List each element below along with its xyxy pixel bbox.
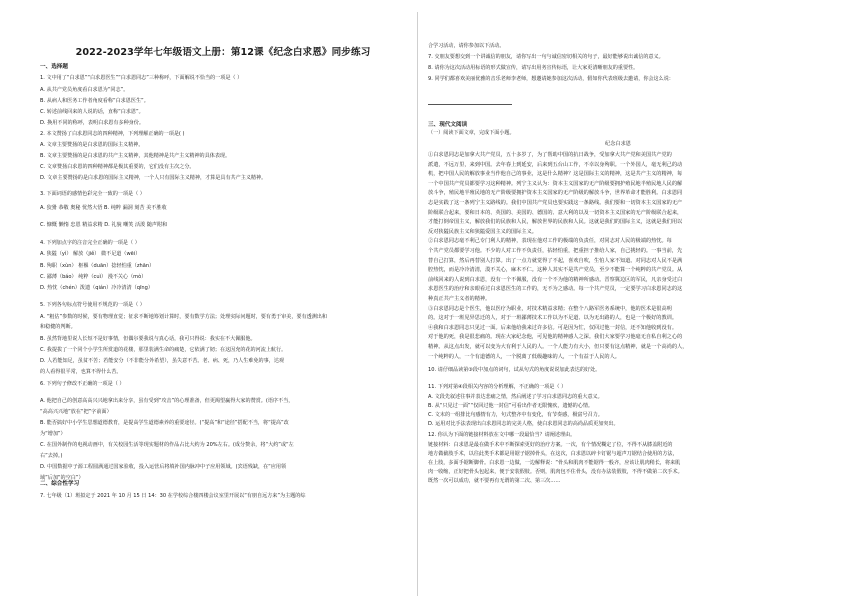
question-line: C. 鄙薄（báo） 纯粹（cuì） 漫不关心（mò）: [40, 274, 147, 280]
reading-question-line: D. 运用对比手法表现出白求恩同志的完美人格，使白求恩同志的高尚品质更加突出。: [428, 421, 619, 428]
passage-line: 派遣，不远万里，来到中国。去年春上到延安，后来到五台山工作，不幸以身殉职。一个外国人，毫无利己的动: [428, 161, 683, 168]
question-line: 右”去掉。): [40, 453, 63, 459]
question-line: 6. 下列句子修改不正确的一项是（ ）: [40, 381, 125, 387]
passage-line: 求恩医生的治疗和亲眼看过白求恩医生的工作的，无不为之感动。每一个共产党员，一定要学习白求恩同志的这: [428, 286, 683, 293]
passage-line: 才能打倒帝国主义，解放我们的民族和人民，解放世界的民族和人民。这就是我们的国际主义，这就是我们用以: [428, 219, 683, 226]
passage-line: ②白求恩同志毫不利己专门利人的精神，表现在他对工作的极端的负责任，对同志对人民的极端的热忱。每: [428, 238, 672, 245]
passage-line: 阶级联合起来，要和日本的、英国的、美国的、德国的、意大利的以及一切资本主义国家的无产阶级联合起来，: [428, 209, 683, 216]
question-line: A. 从共产党员角度看白求恩为“同志”。: [40, 87, 129, 93]
question-line: C. 在国外制作的电视动画中，有关校园生活等现实题材的作品占比大约为 20%左右。(成分赘余，将“大约”或“左: [40, 442, 294, 448]
reading-question-line: C. 文末的一组排比句感情有力，句式整齐中有变化，有节奏感，极富号召力。: [428, 412, 603, 418]
question-line: B. 能否搞好中小学生思想道德教育，是提高学生道德素养的重要途径。(“提高”和“途径”搭配不当，将“提高”改: [40, 420, 289, 426]
activity-line: 合学习活动，请你参加以下活动。: [428, 43, 505, 49]
answer-line: [428, 104, 512, 105]
question-line: C. 慷慨 懒惰 忠恩 精益求精 D. 礼貌 嘲笑 活泼 随声附和: [40, 222, 168, 228]
passage-line: 机，把中国人民的解放事业当作他自己的事业，这是什么精神？这是国际主义的精神，这是共产主义的精神，每: [428, 171, 683, 178]
passage-line: 一个纯粹的人，一个有道德的人，一个脱离了低级趣味的人，一个有益于人民的人。: [428, 353, 620, 360]
question-line: D. 中国数据中子源工程圆满通过国家验收，投入运营后将填补国内脉冲中子应用领域。(宾语残缺，在“应用领: [40, 464, 287, 470]
reading-question-line: 10. 请仔细品读第③段中加点的词句，试从句式的角度说说加此表达的好处。: [428, 367, 601, 374]
section-heading-comprehensive: 二、综合性学习: [40, 481, 80, 487]
question-line: 的人看得很平常，也算不得什么苦。: [40, 369, 122, 375]
question-line: 2. 本文赞扬了白求恩同志的四种精神，下列理解正确的一项是( ): [40, 131, 185, 137]
passage-line: ④我和白求恩同志只见过一面。后来他给我来过许多信。可是因为忙，仅回过他一封信，还不知他收到没有。: [428, 324, 678, 331]
page-title: 2022-2023学年七年级语文上册：第12课《纪念白求恩》同步练习: [75, 47, 371, 58]
question-line: A. 狡猾 恭敬 奥秘 忧然大悟 B. 纯粹 漏洞 刻苦 美不胜收: [40, 205, 167, 211]
passage-line: 志是实践了这一条列宁主义路线的。我们中国共产党员也要实践这一条路线。我们要和一切资本主义国家的无产: [428, 200, 683, 206]
question-line: A. “粗估”参数的时候，要有物理直觉；征求不断地筹划计算时，要有数学方法；处理实际问题时，要有勇于审美，要有透测出和: [40, 314, 327, 320]
passage-line: 替自己打算，然后再替别人打算。出了一点力就觉得了不起，喜欢自吹，生怕人家不知道。对同志对人民不是满: [428, 257, 683, 264]
question-line: 4. 下列加点字的注音完全正确的一项是（ ）: [40, 240, 140, 246]
reading-intro: （一）阅读下面文章，完成下面小题。: [428, 130, 515, 136]
passage-line: 个共产党员都要学习他。不少的人对工作不负责任，拈轻怕重，把重担子推给人家，自己挑轻的。一事当前，先: [428, 248, 683, 254]
question-line: A. 狭隘（yì） 解放（jiě） 微不足道（wēi）: [40, 251, 141, 257]
passage-line: 的。这对于一班见异思迁的人，对于一班鄙薄技术工作以为不足道、以为无出路的人，也是一个极好的教训。: [428, 315, 678, 322]
section-heading-reading: 三、现代文阅读: [428, 122, 468, 128]
question-line: 3. 下面词语的感情色彩完全一致的一项是（ ）: [40, 191, 145, 197]
question-line: B. 从病人和医务工作者角度看称“白求恩医生”。: [40, 98, 149, 104]
question-line: A. 文章主要赞扬的是白求恩的国际主义精神。: [40, 142, 144, 148]
passage-line: ③白求恩同志是个医生，他以医疗为职业，对技术精益求精；在整个八路军医务系统中，他的医术是很高明: [428, 305, 672, 312]
reading-question-line: 11. 下列对第④段相关内容的分析理解，不正确的一项是（ ）: [428, 384, 567, 391]
section-heading-choice: 一、选择题: [40, 64, 68, 70]
activity-line: 8. 请你为这次活动用标语的形式做宣传，请写出用务宣传标语，让大家更清晰朋友的重要性。: [428, 65, 639, 71]
passage-title: 纪念白求恩: [605, 141, 631, 147]
question-line: “高高兴兴地”放在“把”字前面）: [40, 409, 112, 415]
activity-line: 7. 交朋友要想交到一个讲诚信的朋友，请你写出一句与诚信密切相关的句子，最好能够说出诚信的意义。: [428, 54, 664, 60]
question-line: 域”后加“的空白”）: [40, 475, 84, 481]
reading-question-line: 地方做截肢手术，以往此类手术都是用锯子锯掉骨头，在这次，白求恩以碎卡钉锯与超声刀锯结合使用的方法，: [428, 450, 678, 457]
reading-question-line: 链接材料：白求恩是最在做手术中不断探索更好的治疗方案。一次，有个情况糊定了位，不得不从膝盖附近的: [428, 441, 673, 448]
passage-line: 放斗争，殖民地半殖民地的无产阶级要拥护资本主义国家的无产阶级的解放斗争，世界革命才能胜利。白求恩同: [428, 190, 683, 197]
question-line: 和稳健的判断。: [40, 324, 76, 330]
question-line: 1. 文中用了“白求恩”“白求恩医生”“白求恩同志”三种称呼，下面解说不恰当的一项是（ ）: [40, 75, 243, 81]
passage-line: 种真正共产主义者的精神。: [428, 296, 491, 302]
reading-question-line: 12. 你认为下面的链接材料放在文中哪一段最恰当？请阐述理由。: [428, 432, 576, 439]
passage-line: 反对狭隘民族主义和狭隘爱国主义的国际主义。: [428, 228, 537, 235]
question-line: D. 热忱（chén）泼遗（qián）冷冷清清（qīng）: [40, 285, 153, 291]
question-line: C. 文章赞扬白求恩的四种精神都是极其重要的，它们没有主次之分。: [40, 164, 195, 170]
question-line: 7. 七年级（1）班拟定于 2021 年 10 月 15 日 14：30 在学校综合楼四楼会议室里开展以“有朋自远方来”为主题的综: [40, 493, 306, 499]
question-line: D. 换用不同的称呼，表明白求恩有多种身份。: [40, 120, 144, 126]
question-line: 为“增加”）: [40, 431, 66, 437]
passage-line: 精神。从这点出发，就可以变为大有利于人民的人。一个人能力有大小，但只要有这点精神，就是一个高尚的人，: [428, 344, 688, 350]
question-line: C. 转述前线回来的人说的话，直称“白求恩”。: [40, 109, 144, 115]
question-line: B. 殉职（xùn） 枢褓（duān）捻轻怕重（zhān）: [40, 263, 155, 269]
reading-question-line: 在上肢，多面手锯断脚骨。白求恩一边做，一边解释说：“骨头和肌肉不能锯得一般齐，应该让肌肉稍长，将来肌: [428, 460, 681, 466]
passage-line: 腔热忱，而是冷冷清清，漠不关心，麻木不仁。这种人其实不是共产党员，至少不能算一个纯粹的共产党员。从: [428, 267, 683, 274]
question-line: 5. 下列各句标点符号使用不规范的一项是（ ）: [40, 302, 145, 308]
question-line: D. 人若能知足，虽贫不苦；若能安分（不非能分外希望），虽失意不苦。老、病、死，乃人生难免的事，达观: [40, 358, 285, 364]
question-line: B. 虽然背地里说人长短不是好事情，但偶尔要我说与真心话，我可只得说：我实在不大佩服他。: [40, 336, 256, 342]
passage-line: ①白求恩同志是加拿大共产党员，五十多岁了，为了帮助中国的抗日战争，受加拿大共产党和美国共产党的: [428, 152, 672, 158]
column-divider: [417, 12, 418, 596]
question-line: C. 我提拔了一个同个小学生所赏道的花楼，那里装满生命的痛楚，它依满了韧；在这因充的花的河流上航行。: [40, 347, 287, 353]
reading-question-line: B. 从“只见过一面”“仅回过他一封信”可看出作者无限愧疚，遗憾的心情。: [428, 402, 594, 409]
question-line: B. 文章主要赞扬的是白求恩的共产主义精神，其他精神是共产主义精神的具体表现。: [40, 153, 231, 159]
question-line: D. 文章主要赞扬的是白求恩的国际主义精神，一个人只有国际主义精神，才算是具有共产主义精神。: [40, 175, 267, 181]
activity-line: 9. 同学们都喜欢美丽优雅的音乐老师李老师，想邀请她参加这次活动，假如你代表班级去邀请，你会这么说：: [428, 76, 674, 82]
passage-line: 一个中国共产党员都要学习这种精神。列宁主义认为：资本主义国家的无产阶级要拥护殖民地半殖民地人民的解: [428, 180, 683, 187]
passage-line: 对于他的死，我是很悲痛的。现在大家纪念他，可见他的精神感人之深。我们大家要学习他毫无自私自利之心的: [428, 334, 683, 341]
reading-question-line: A. 文段先叙述往事并表达悲痛之情，然后阐述了学习白求恩同志的重大意义。: [428, 393, 603, 400]
question-line: A. 他把自己的创意高高兴兴地拿出来分享，虽有受到“攻击”的心理准备，但更渴望赢得大家的赞赏。(语序不当，: [40, 398, 294, 404]
passage-line: 前线回来的人说到白求恩，没有一个不佩服，没有一个不为他的精神所感动。晋察冀边区的军民，凡亲身受过白: [428, 276, 683, 283]
reading-question-line: 肉一收缩，正好把骨头包起来，便于安装假肢。否则，肌肉包不住骨头，没有办法装假肢，不得不做第二次手术。: [428, 469, 683, 476]
reading-question-line: 既然一次可以成功，就不要再有无谓的第二次、第三次……: [428, 478, 561, 485]
